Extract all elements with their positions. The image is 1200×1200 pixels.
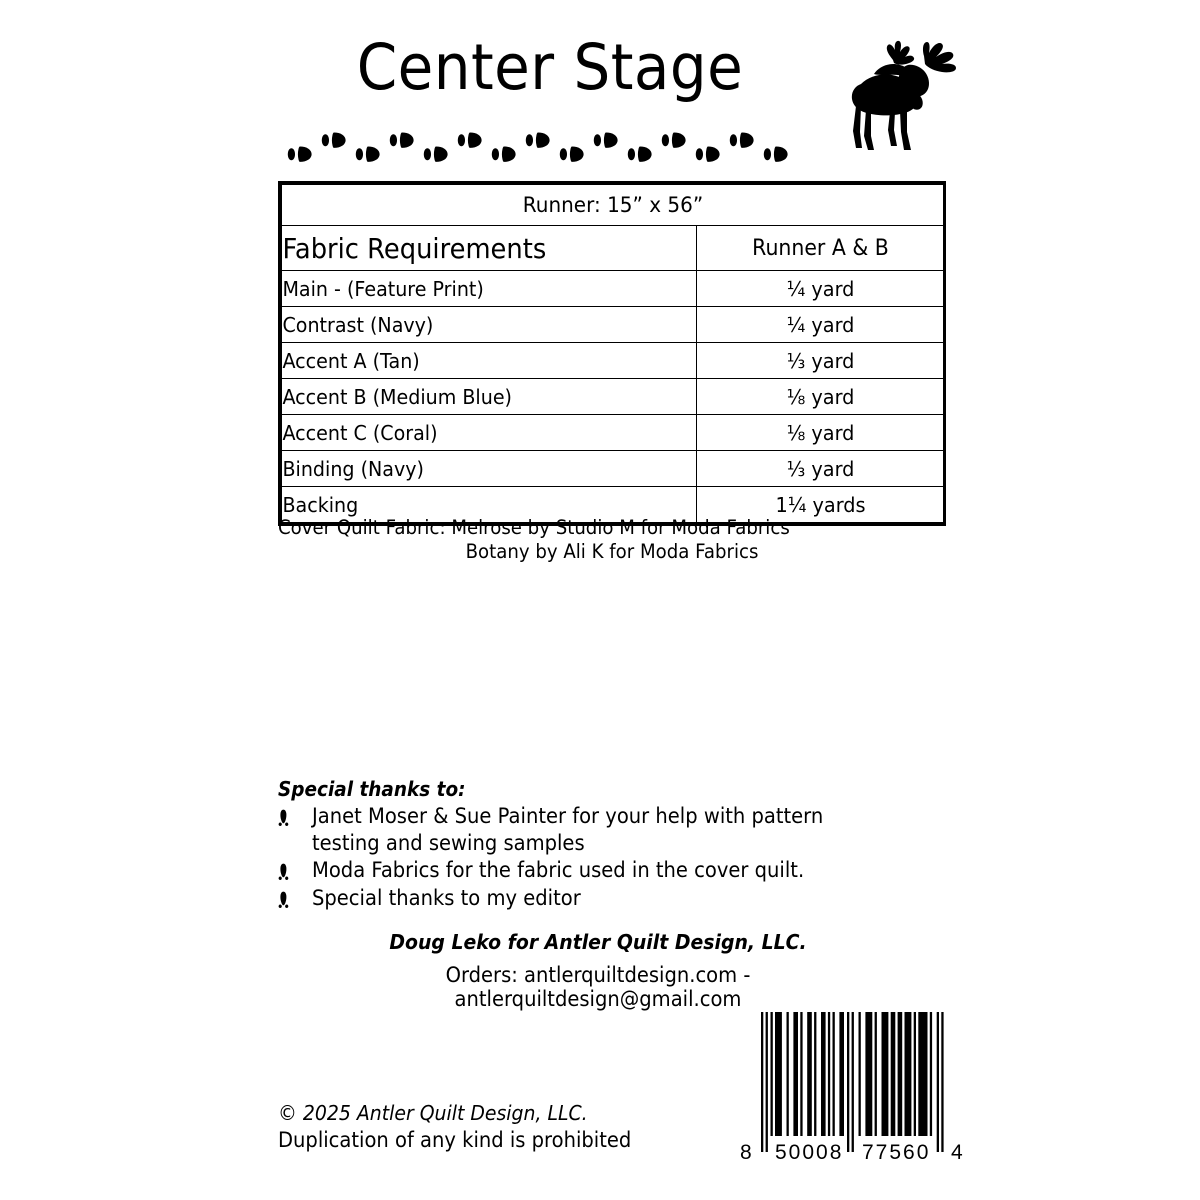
fabric-amount: 1¼ yards: [704, 487, 936, 523]
cover-quilt-fabric-credit: [278, 516, 946, 564]
special-thanks-heading: Special thanks to:: [278, 777, 466, 801]
page-title: Center Stage: [356, 31, 744, 104]
table-row: [282, 379, 944, 415]
fabric-requirements-table: [278, 181, 946, 526]
column-header-fabric-requirements: Fabric Requirements: [282, 226, 664, 271]
credit-line-secondary: Botany by Ali K for Moda Fabrics: [465, 540, 759, 563]
runner-size-cell: Runner: 15” x 56”: [305, 185, 921, 226]
table-row: [282, 343, 944, 379]
hoof-print-bullet-icon: [278, 885, 312, 908]
fabric-label: Accent C (Coral): [282, 415, 668, 451]
fabric-label: Accent B (Medium Blue): [282, 379, 668, 415]
column-header-runner-a-b: Runner A & B: [705, 226, 935, 271]
table-header-row: [282, 226, 944, 271]
list-item: [278, 857, 918, 884]
fabric-amount: ⅛ yard: [704, 415, 936, 451]
list-item: [278, 885, 918, 912]
table-row: [282, 451, 944, 487]
hoof-print-border-icon: [286, 128, 806, 166]
table-row: [282, 307, 944, 343]
fabric-label: Main - (Feature Print): [282, 271, 668, 307]
fabric-amount: ⅛ yard: [704, 379, 936, 415]
fabric-amount: ¼ yard: [704, 271, 936, 307]
barcode-digit-left: 8: [740, 1141, 752, 1164]
credit-line-primary: Cover Quilt Fabric: Melrose by Studio M for Moda Fabrics: [278, 516, 790, 539]
fabric-label: Accent A (Tan): [282, 343, 668, 379]
orders-contact-line: Orders: antlerquiltdesign.com - antlerquiltdesign@gmail.com: [445, 963, 751, 1011]
barcode-digit-group1: 50008: [775, 1141, 844, 1164]
hoof-print-bullet-icon: [278, 857, 312, 880]
barcode-digit-group2: 77560: [862, 1141, 931, 1164]
moose-silhouette-icon: [838, 32, 968, 152]
special-thanks-section: [278, 776, 918, 911]
table-row-runner-size: [282, 185, 944, 226]
hoof-print-bullet-icon: [278, 803, 312, 826]
table-row: [282, 415, 944, 451]
fabric-amount: ¼ yard: [704, 307, 936, 343]
fabric-label: Contrast (Navy): [282, 307, 668, 343]
copyright-block: [278, 1100, 698, 1154]
thanks-item-text: Special thanks to my editor: [312, 885, 581, 910]
fabric-label: Binding (Navy): [282, 451, 668, 487]
thanks-item-text: Moda Fabrics for the fabric used in the cover quilt.: [312, 858, 805, 882]
fabric-label: Backing: [282, 487, 668, 523]
list-item: [278, 803, 918, 856]
page-header: [0, 0, 1200, 175]
duplication-text: Duplication of any kind is prohibited: [278, 1128, 632, 1152]
fabric-amount: ⅓ yard: [704, 343, 936, 379]
fabric-amount: ⅓ yard: [704, 451, 936, 487]
thanks-item-text: Janet Moser & Sue Painter for your help with pattern testing and sewing samples: [312, 804, 824, 855]
copyright-text: © 2025 Antler Quilt Design, LLC.: [278, 1101, 588, 1125]
upc-barcode: [740, 1012, 963, 1164]
table-row: [282, 271, 944, 307]
barcode-digit-right: 4: [951, 1141, 963, 1164]
designer-byline: Doug Leko for Antler Quilt Design, LLC.: [389, 930, 807, 954]
